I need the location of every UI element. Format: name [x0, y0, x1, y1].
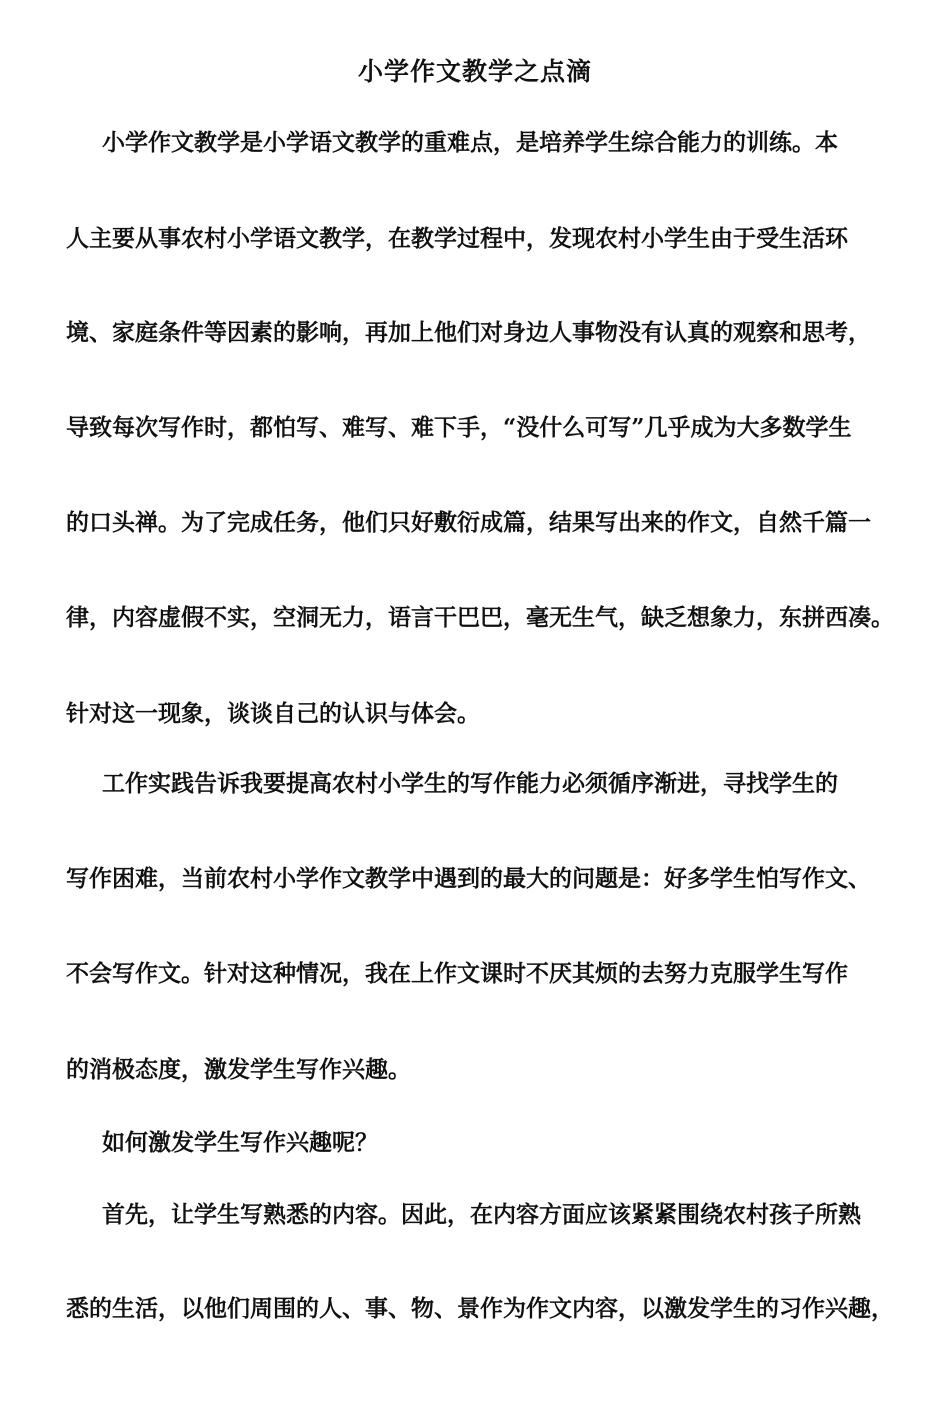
paragraph-3-line-1: 如何激发学生写作兴趣呢？ — [102, 1129, 378, 1156]
paragraph-4-line-2: 悉的生活，以他们周围的人、事、物、景作为作文内容，以激发学生的习作兴趣， — [66, 1295, 894, 1322]
paragraph-1-line-5: 的口头禅。为了完成任务，他们只好敷衍成篇，结果写出来的作文，自然千篇一 — [66, 509, 871, 536]
paragraph-2-line-3: 不会写作文。针对这种情况，我在上作文课时不厌其烦的去努力克服学生写作 — [66, 960, 848, 987]
paragraph-2-line-2: 写作困难，当前农村小学作文教学中遇到的最大的问题是：好多学生怕写作文、 — [66, 865, 871, 892]
paragraph-1-line-2: 人主要从事农村小学语文教学，在教学过程中，发现农村小学生由于受生活环 — [66, 225, 848, 252]
paragraph-1-line-6: 律，内容虚假不实，空洞无力，语言干巴巴，毫无生气，缺乏想象力，东拼西凑。 — [66, 604, 894, 631]
paragraph-1-line-7: 针对这一现象，谈谈自己的认识与体会。 — [66, 700, 480, 727]
paragraph-1-line-1: 小学作文教学是小学语文教学的重难点，是培养学生综合能力的训练。本 — [102, 129, 838, 156]
paragraph-1-line-3: 境、家庭条件等因素的影响，再加上他们对身边人事物没有认真的观察和思考， — [66, 319, 871, 346]
document-title: 小学作文教学之点滴 — [357, 57, 592, 86]
paragraph-4-line-1: 首先，让学生写熟悉的内容。因此，在内容方面应该紧紧围绕农村孩子所熟 — [102, 1201, 861, 1228]
paragraph-1-line-4: 导致每次写作时，都怕写、难写、难下手，“没什么可写”几乎成为大多数学生 — [66, 414, 852, 441]
paragraph-2-line-4: 的消极态度，激发学生写作兴趣。 — [66, 1056, 411, 1083]
paragraph-2-line-1: 工作实践告诉我要提高农村小学生的写作能力必须循序渐进，寻找学生的 — [102, 770, 838, 797]
